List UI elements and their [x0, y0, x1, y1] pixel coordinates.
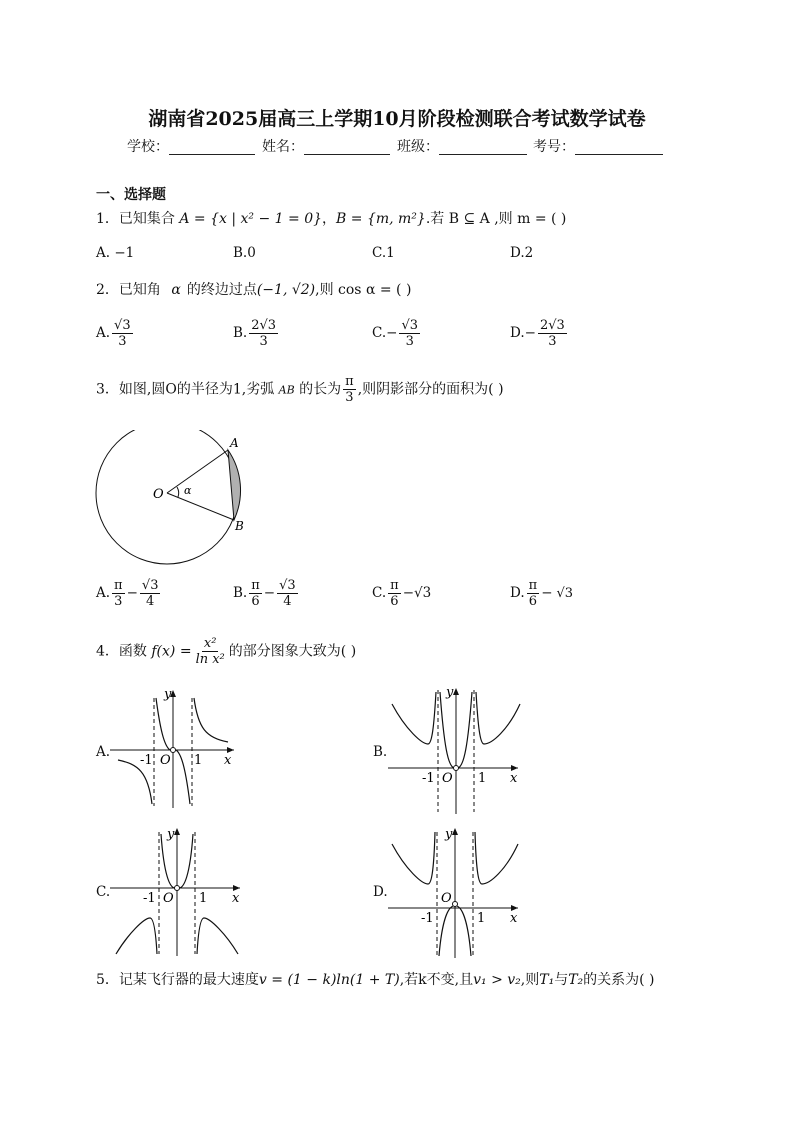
q1-option-b[interactable]: B.0 [233, 245, 256, 261]
q3-text-c: ,则阴影部分的面积为( ) [357, 381, 504, 398]
q3-fraction: $\frac{\pi}{3}$ [345, 374, 354, 405]
q1-number: 1． [96, 211, 119, 227]
q3-option-c[interactable]: C. $\frac{\pi}{6}$ −√3 [372, 578, 432, 609]
question-5 [96, 969, 655, 989]
svg-text:-1: -1 [143, 891, 156, 906]
label-b: B [235, 519, 244, 533]
q4-option-a-label[interactable]: A. [96, 744, 111, 760]
name-field[interactable] [262, 136, 390, 156]
q2-point: (−1, √2) [256, 282, 316, 298]
question-2 [96, 279, 411, 299]
q2-option-b[interactable]: B. $\frac{2√3}{3}$ [233, 318, 277, 349]
school-blank[interactable] [169, 138, 255, 155]
q2-option-d[interactable]: D.− $\frac{2√3}{3}$ [510, 318, 565, 349]
q2-option-c[interactable]: C.− $\frac{√3}{3}$ [372, 318, 419, 349]
q2-alpha: α [171, 282, 181, 298]
q2-text-c: ,则 cos α = ( ) [315, 282, 412, 298]
radius-oa [167, 450, 228, 493]
class-field[interactable] [397, 136, 527, 156]
q4-fraction: $\frac{\text{x²}}{\text{ln x²}}$ [195, 636, 225, 667]
q4-text-b: 的部分图象大致为( ) [228, 643, 357, 660]
q4-option-c-label[interactable]: C. [96, 884, 111, 900]
q2-option-d-fraction: $\frac{2√3}{3}$ [539, 318, 565, 349]
q4-graph-a[interactable] [110, 688, 240, 808]
q2-number: 2． [96, 282, 119, 298]
q5-formula: v = (1 − k)ln(1 + T) [258, 972, 400, 988]
svg-text:y: y [445, 827, 453, 842]
number-blank[interactable] [575, 138, 663, 155]
number-label: 考号： [533, 139, 575, 155]
q1-option-d[interactable]: D.2 [510, 245, 534, 261]
angle-arc [177, 487, 179, 497]
number-field[interactable] [533, 136, 663, 156]
q5-text-d: 与 [554, 972, 569, 988]
q4-text-a: 函数 [118, 643, 147, 660]
question-3 [96, 374, 504, 405]
q1-separator: ， [322, 211, 337, 227]
q5-number: 5． [96, 972, 119, 988]
q5-text-a: 记某飞行器的最大速度 [118, 972, 259, 988]
q2-option-a-fraction: $\frac{√3}{3}$ [114, 318, 131, 349]
school-field[interactable] [127, 136, 255, 156]
q4-number: 4． [96, 643, 119, 660]
svg-text:O: O [160, 753, 171, 768]
q3-circle-figure [90, 430, 260, 570]
q3-number: 3． [96, 381, 119, 398]
label-alpha: α [184, 484, 192, 497]
q4-graph-b[interactable] [388, 686, 522, 814]
svg-text:1: 1 [199, 891, 208, 906]
q3-option-b[interactable]: B. $\frac{\pi}{6}$ − $\frac{√3}{4}$ [233, 578, 296, 609]
q4-option-b-label[interactable]: B. [373, 744, 388, 760]
q1-set-b: B = {m, m²} [336, 211, 426, 227]
q1-option-a[interactable]: A. −1 [96, 245, 135, 261]
q2-text-a: 已知角 [118, 282, 161, 298]
q3-option-a[interactable]: A. $\frac{\pi}{3}$ − $\frac{√3}{4}$ [96, 578, 159, 609]
svg-text:y: y [446, 686, 454, 700]
svg-text:y: y [164, 688, 172, 702]
svg-text:O: O [442, 771, 453, 786]
q2-option-b-fraction: $\frac{2√3}{3}$ [251, 318, 277, 349]
q2-option-a[interactable]: A. $\frac{√3}{3}$ [96, 318, 131, 349]
class-label: 班级： [397, 139, 439, 155]
q5-text-e: 的关系为( ) [583, 972, 655, 988]
name-label: 姓名： [262, 139, 304, 155]
q4-fx: f(x) = [151, 643, 192, 660]
svg-text:1: 1 [477, 911, 486, 926]
class-blank[interactable] [439, 138, 527, 155]
q5-t1: T₁ [539, 972, 555, 988]
svg-text:-1: -1 [422, 771, 435, 786]
shaded-segment [228, 450, 241, 520]
question-4 [96, 636, 356, 667]
circle-o [96, 430, 238, 564]
name-blank[interactable] [304, 138, 390, 155]
q2-text-b: 的终边过点 [186, 282, 257, 298]
q5-condition: v₁ > v₂ [473, 972, 521, 988]
radius-ob [167, 493, 234, 520]
svg-text:O: O [163, 891, 174, 906]
svg-text:-1: -1 [421, 911, 434, 926]
q3-text-a: 如图,圆O的半径为1,劣弧 [118, 381, 275, 398]
svg-text:x: x [232, 891, 240, 906]
svg-text:x: x [510, 771, 518, 786]
q1-option-c[interactable]: C.1 [372, 245, 395, 261]
question-1 [96, 208, 566, 228]
q5-t2: T₂ [568, 972, 584, 988]
q2-option-c-fraction: $\frac{√3}{3}$ [401, 318, 419, 349]
svg-text:x: x [224, 753, 232, 768]
school-label: 学校： [127, 139, 169, 155]
q4-graph-c[interactable] [110, 826, 244, 956]
svg-text:1: 1 [194, 753, 203, 768]
q1-condition: .若 B ⊆ A ,则 m = ( ) [425, 211, 567, 227]
q5-text-b: ,若k不变,且 [399, 972, 474, 988]
q1-text: 已知集合 [118, 211, 175, 227]
q3-text-b: 的长为 [299, 381, 342, 398]
q4-graph-d[interactable] [388, 826, 522, 958]
q1-set-a: A = {x | x² − 1 = 0} [179, 211, 323, 227]
q3-option-d[interactable]: D. $\frac{\pi}{6}$ − √3 [510, 578, 574, 609]
label-o: O [153, 487, 164, 502]
section-heading: 一、选择题 [96, 187, 166, 203]
label-a: A [230, 436, 239, 450]
svg-text:O: O [441, 891, 452, 906]
q3-arc: AB [278, 383, 295, 397]
page-title: 湖南省2025届高三上学期10月阶段检测联合考试数学试卷 [148, 108, 646, 130]
svg-text:-1: -1 [140, 753, 153, 768]
q5-text-c: ,则 [520, 972, 540, 988]
q4-option-d-label[interactable]: D. [373, 884, 388, 900]
svg-text:1: 1 [478, 771, 487, 786]
svg-text:x: x [510, 911, 518, 926]
svg-text:y: y [167, 827, 175, 842]
